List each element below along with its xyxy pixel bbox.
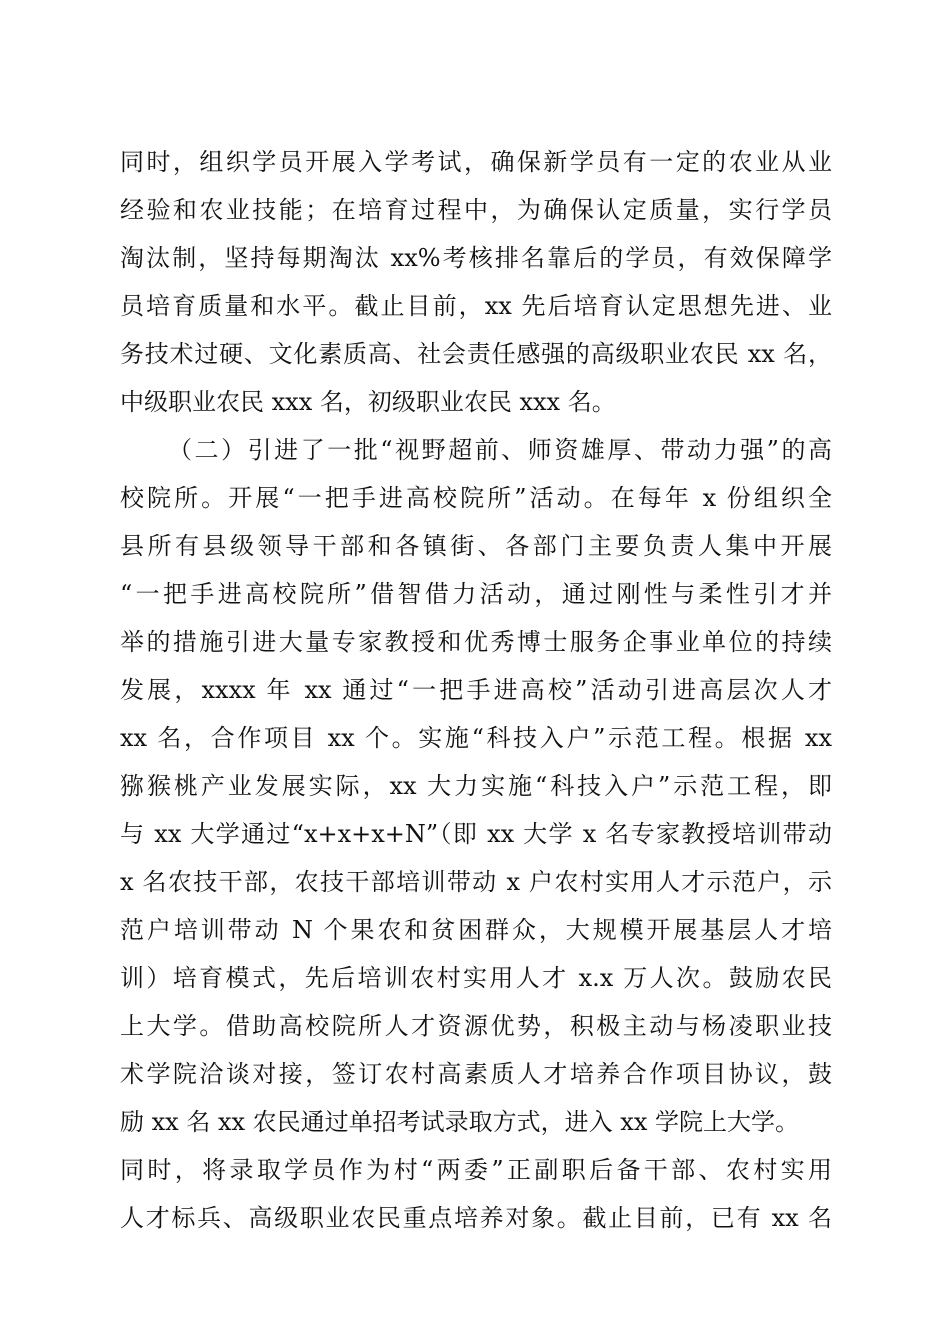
- section-heading-line: （二）引进了一批“视野超前、师资雄厚、带动力强”的高: [168, 436, 832, 464]
- body-text: [120, 138, 832, 1242]
- text-line: 发展，xxxx 年 xx 通过“一把手进高校”活动引进高层次人才: [120, 676, 832, 704]
- text-line: 经验和农业技能；在培育过程中，为确保认定质量，实行学员: [120, 196, 832, 224]
- text-line: 县所有县级领导干部和各镇街、各部门主要负责人集中开展: [120, 532, 832, 560]
- text-line: 举的措施引进大量专家教授和优秀博士服务企事业单位的持续: [120, 628, 832, 656]
- text-line: 术学院洽谈对接，签订农村高素质人才培养合作项目协议，鼓: [120, 1060, 832, 1088]
- text-line: 猕猴桃产业发展实际，xx 大力实施“科技入户”示范工程，即: [120, 772, 832, 800]
- text-line: 同时，组织学员开展入学考试，确保新学员有一定的农业从业: [120, 148, 832, 176]
- text-line: 励 xx 名 xx 农民通过单招考试录取方式，进入 xx 学院上大学。: [120, 1108, 799, 1136]
- text-line: x 名农技干部，农技干部培训带动 x 户农村实用人才示范户，示: [120, 868, 832, 896]
- text-line: 训）培育模式，先后培训农村实用人才 x.x 万人次。鼓励农民: [120, 964, 832, 992]
- text-line: “一把手进高校院所”借智借力活动，通过刚性与柔性引才并: [120, 580, 832, 608]
- text-line: 中级职业农民 xxx 名，初级职业农民 xxx 名。: [120, 388, 616, 416]
- text-line: 上大学。借助高校院所人才资源优势，积极主动与杨凌职业技: [120, 1012, 832, 1040]
- text-line: 与 xx 大学通过“x+x+x+N”（即 xx 大学 x 名专家教授培训带动: [120, 820, 832, 848]
- text-line: 务技术过硬、文化素质高、社会责任感强的高级职业农民 xx 名，: [120, 340, 832, 368]
- text-line: xx 名，合作项目 xx 个。实施“科技入户”示范工程。根据 xx: [120, 724, 832, 752]
- text-line: 淘汰制，坚持每期淘汰 xx%考核排名靠后的学员，有效保障学: [120, 244, 832, 272]
- text-line: 员培育质量和水平。截止目前，xx 先后培育认定思想先进、业: [120, 292, 832, 320]
- text-line: 人才标兵、高级职业农民重点培养对象。截止目前，已有 xx 名: [120, 1204, 832, 1232]
- text-line: 范户培训带动 N 个果农和贫困群众，大规模开展基层人才培: [120, 916, 832, 944]
- text-line: 校院所。开展“一把手进高校院所”活动。在每年 x 份组织全: [120, 484, 832, 512]
- text-line: 同时，将录取学员作为村“两委”正副职后备干部、农村实用: [120, 1156, 832, 1184]
